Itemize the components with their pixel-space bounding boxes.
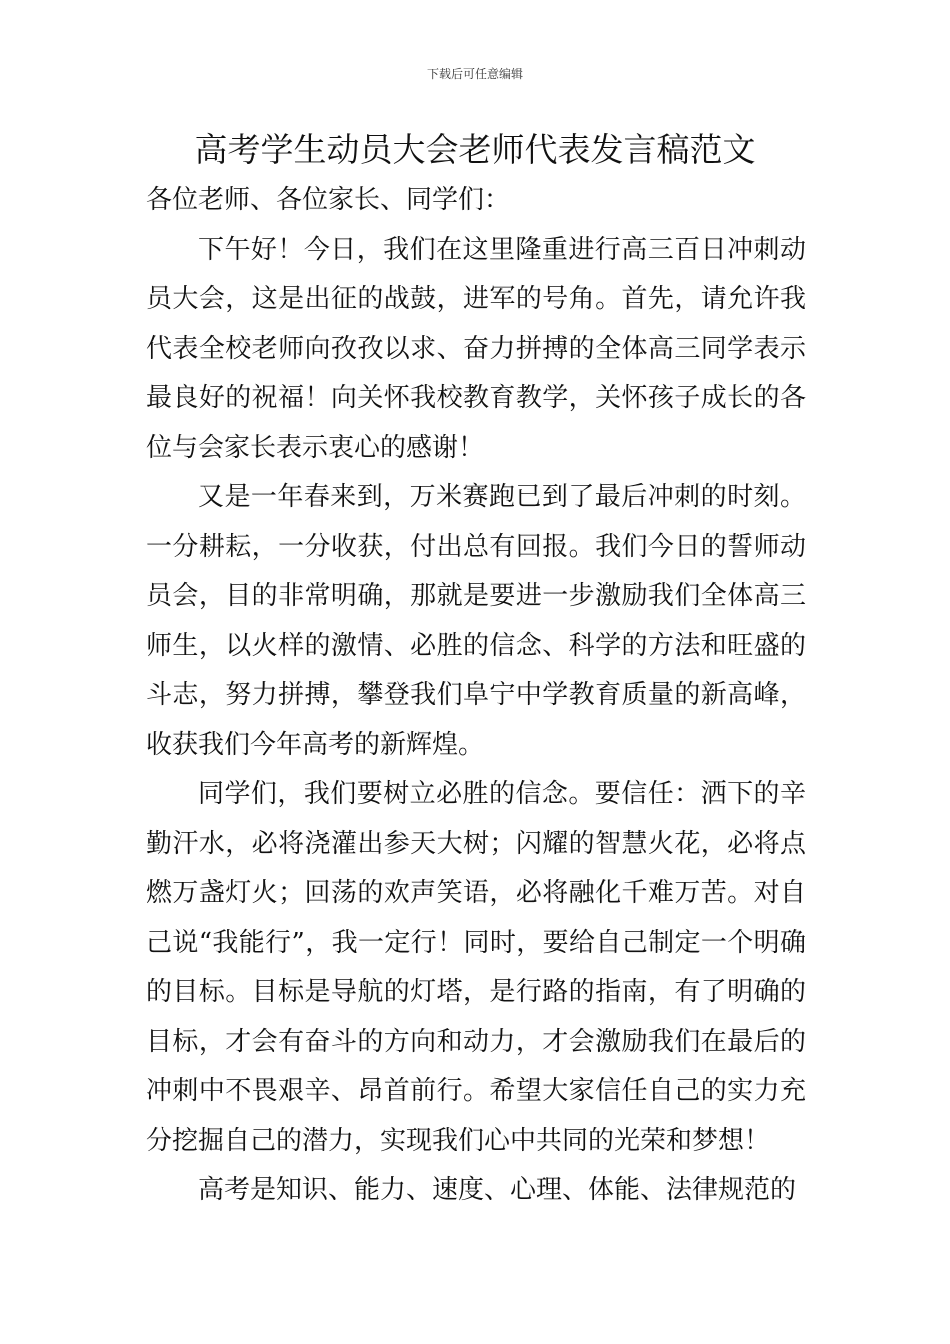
paragraph-1: 下午好！今日，我们在这里隆重进行高三百日冲刺动员大会，这是出征的战鼓，进军的号角。首先，请允许我代表全校老师向孜孜以求、奋力拼搏的全体高三同学表示最良好的祝福！向关怀我校教育教学，关怀孩子成长的各位与会家长表示衷心的感谢！ [146, 234, 806, 463]
document-title: 高考学生动员大会老师代表发言稿范文 [194, 130, 756, 169]
header-note: 下载后可任意编辑 [426, 67, 523, 81]
document-body [146, 176, 806, 1216]
salutation: 各位老师、各位家长、同学们： [146, 185, 511, 215]
paragraph-3: 同学们，我们要树立必胜的信念。要信任：洒下的辛勤汗水，必将浇灌出参天大树；闪耀的智慧火花，必将点燃万盏灯火；回荡的欢声笑语，必将融化千难万苦。对自己说“我能行”，我一定行！同时，要给自己制定一个明确的目标。目标是导航的灯塔，是行路的指南，有了明确的目标，才会有奋斗的方向和动力，才会激励我们在最后的冲刺中不畏艰辛、昂首前行。希望大家信任自己的实力充分挖掘自己的潜力，实现我们心中共同的光荣和梦想！ [146, 779, 806, 1156]
paragraph-4: 高考是知识、能力、速度、心理、体能、法律规范的 [198, 1175, 797, 1205]
paragraph-2: 又是一年春来到，万米赛跑已到了最后冲刺的时刻。一分耕耘，一分收获，付出总有回报。我们今日的誓师动员会，目的非常明确，那就是要进一步激励我们全体高三师生，以火样的激情、必胜的信念、科学的方法和旺盛的斗志，努力拼搏，攀登我们阜宁中学教育质量的新高峰，收获我们今年高考的新辉煌。 [146, 482, 806, 760]
